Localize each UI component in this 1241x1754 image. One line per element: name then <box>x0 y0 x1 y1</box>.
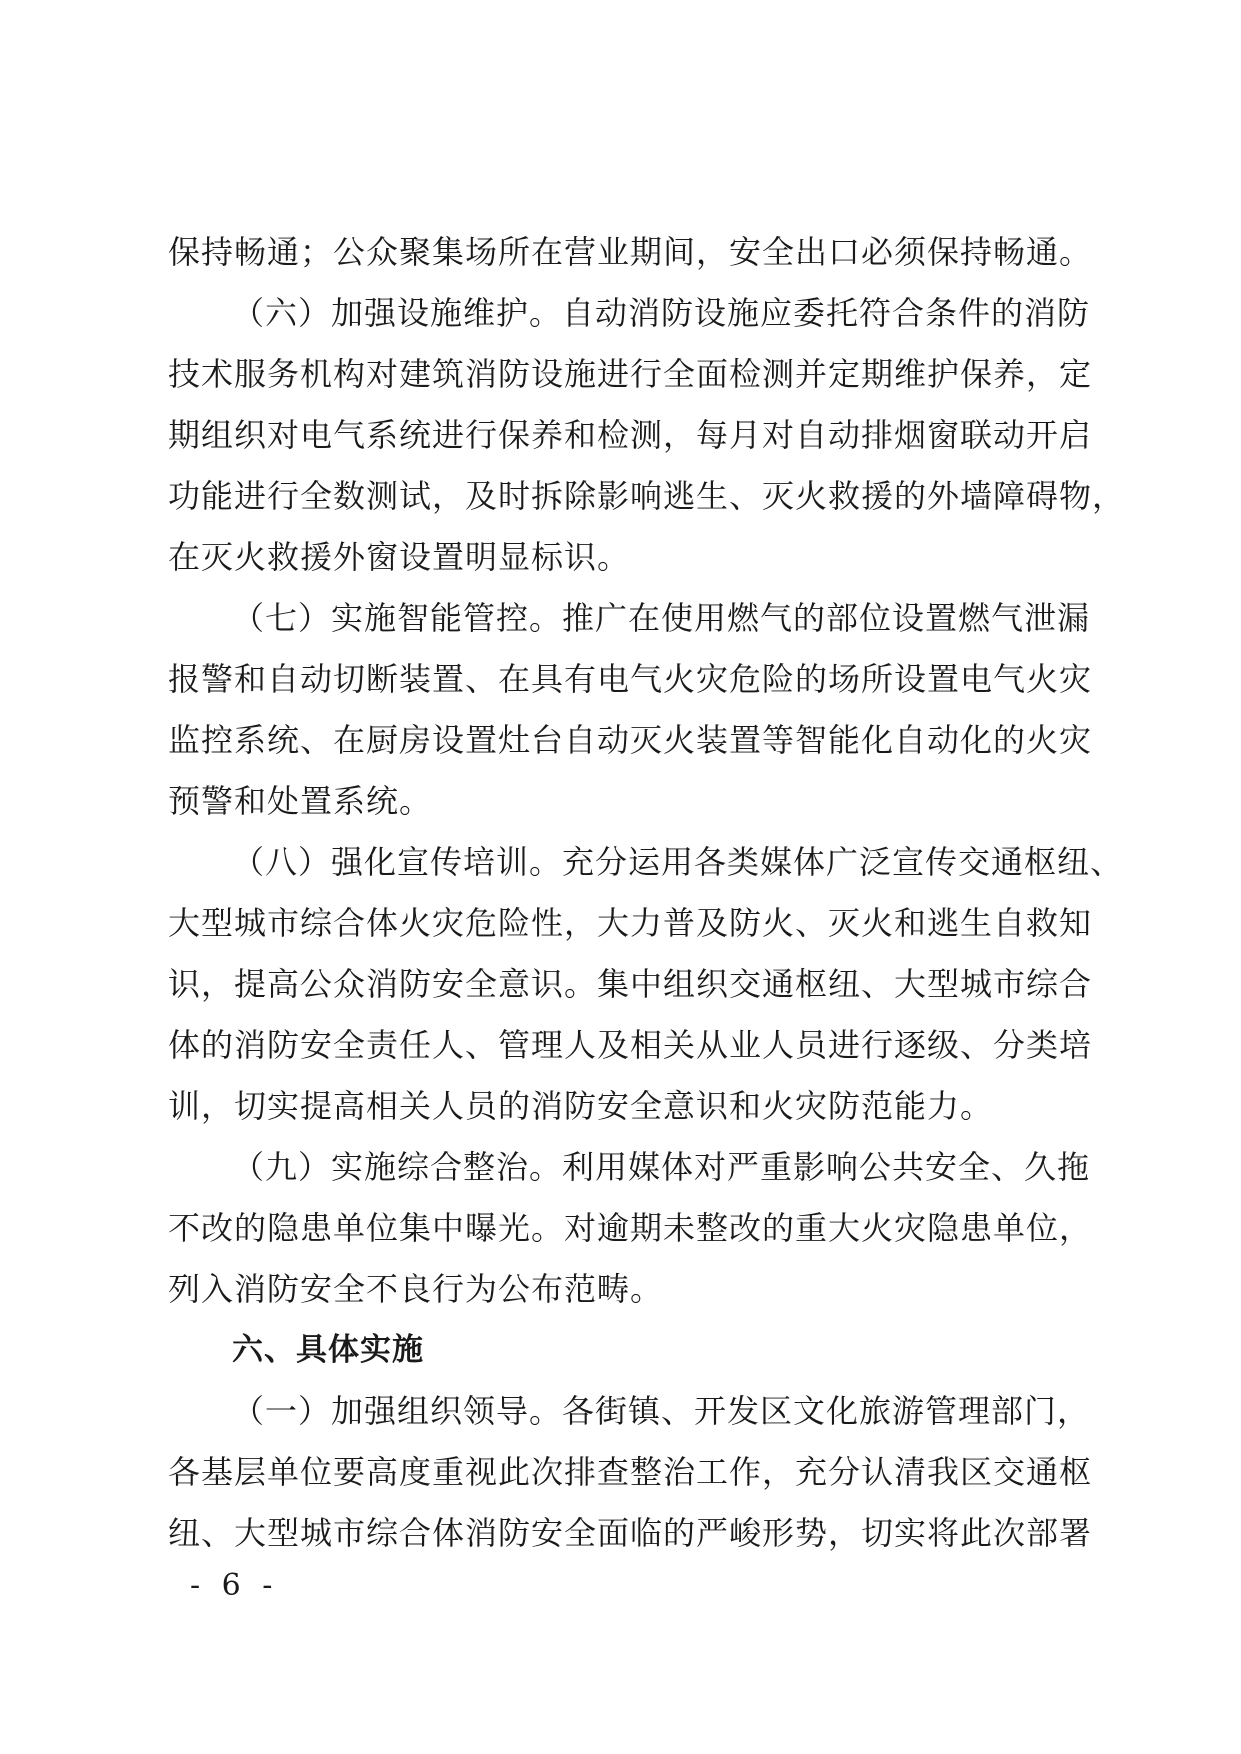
paragraph-one-start: （一）加强组织领导。各街镇、开发区文化旅游管理部门， <box>232 1392 1091 1430</box>
paragraph-eight-start: （八）强化宣传培训。充分运用各类媒体广泛宣传交通枢纽、 <box>232 843 1124 881</box>
paragraph-seven-start: （七）实施智能管控。推广在使用燃气的部位设置燃气泄漏 <box>232 599 1091 637</box>
text-line: 各基层单位要高度重视此次排查整治工作，充分认清我区交通枢 <box>168 1453 1093 1491</box>
text-line: 纽、大型城市综合体消防安全面临的严峻形势，切实将此次部署 <box>168 1514 1093 1552</box>
paragraph-nine-start: （九）实施综合整治。利用媒体对严重影响公共安全、久拖 <box>232 1148 1091 1186</box>
paragraph-six-start: （六）加强设施维护。自动消防设施应委托符合条件的消防 <box>232 294 1091 332</box>
text-line: 期组织对电气系统进行保养和检测，每月对自动排烟窗联动开启 <box>168 416 1093 454</box>
text-line: 在灭火救援外窗设置明显标识。 <box>168 538 631 576</box>
text-line: 技术服务机构对建筑消防设施进行全面检测并定期维护保养，定 <box>168 355 1093 393</box>
text-line: 不改的隐患单位集中曝光。对逾期未整改的重大火灾隐患单位， <box>168 1209 1093 1247</box>
text-line: 报警和自动切断装置、在具有电气火灾危险的场所设置电气火灾 <box>168 660 1093 698</box>
text-line: 大型城市综合体火灾危险性，大力普及防火、灭火和逃生自救知 <box>168 904 1093 942</box>
text-line: 识，提高公众消防安全意识。集中组织交通枢纽、大型城市综合 <box>168 965 1093 1003</box>
text-line: 训，切实提高相关人员的消防安全意识和火灾防范能力。 <box>168 1087 994 1125</box>
document-body <box>168 222 1126 1564</box>
text-line: 列入消防安全不良行为公布范畴。 <box>168 1270 664 1308</box>
text-line: 体的消防安全责任人、管理人及相关从业人员进行逐级、分类培 <box>168 1026 1093 1064</box>
page-number: - 6 - <box>190 1568 279 1603</box>
text-line: 监控系统、在厨房设置灶台自动灭火装置等智能化自动化的火灾 <box>168 721 1093 759</box>
section-heading: 六、具体实施 <box>232 1332 424 1368</box>
text-line: 预警和处置系统。 <box>168 782 433 820</box>
text-line: 功能进行全数测试，及时拆除影响逃生、灭火救援的外墙障碍物， <box>168 477 1126 515</box>
text-line: 保持畅通；公众聚集场所在营业期间，安全出口必须保持畅通。 <box>168 233 1093 271</box>
